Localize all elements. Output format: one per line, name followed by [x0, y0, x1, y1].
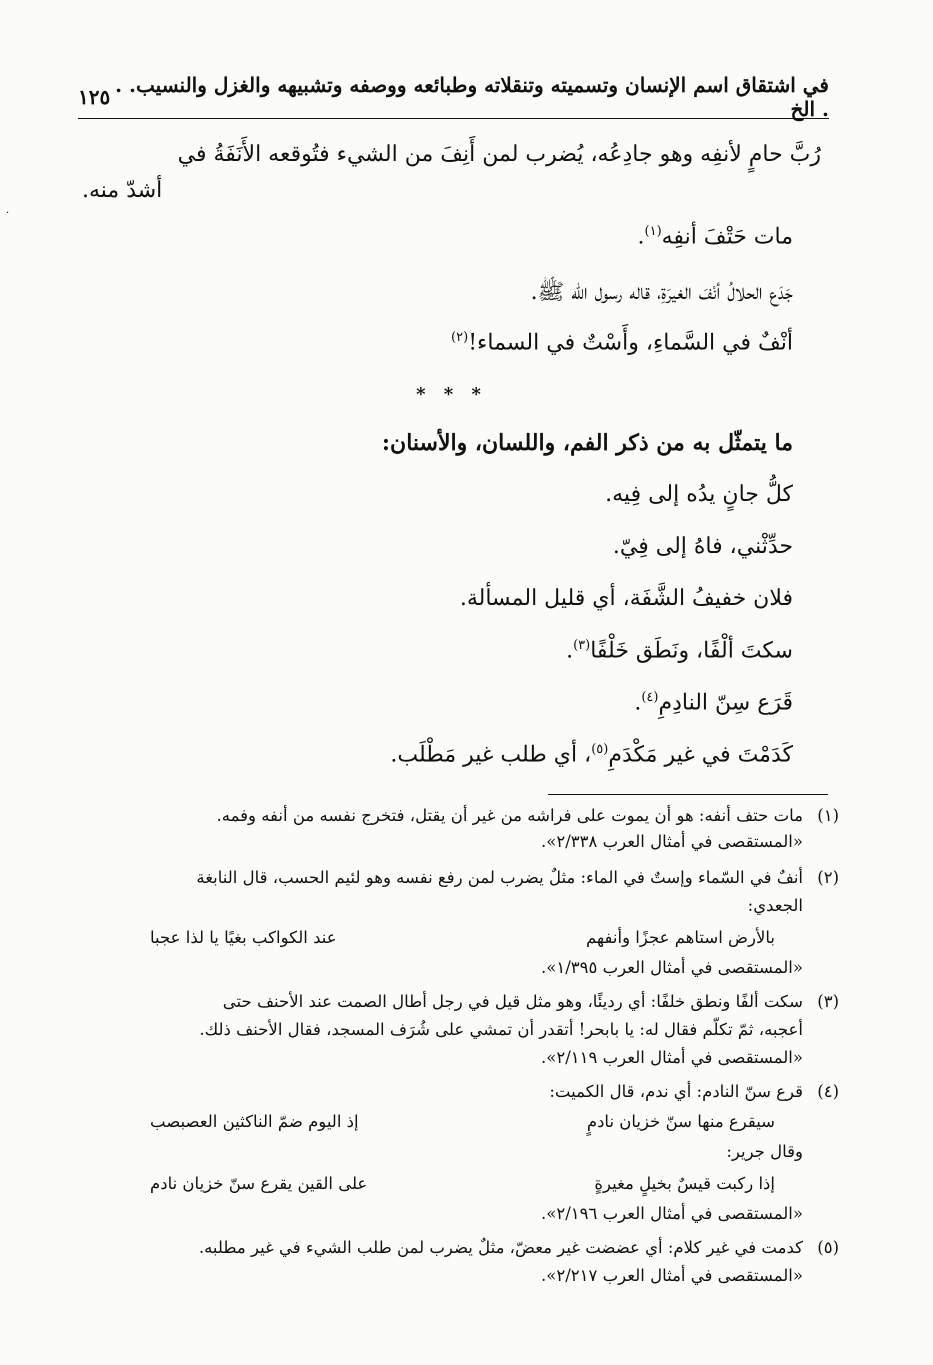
verse-second-hemistich: إذ اليوم ضمّ الناكثين العصبصب: [150, 1112, 359, 1131]
footnote-line: «المستقصى في أمثال العرب ٢/٣٣٨».: [541, 832, 803, 851]
text-line: [566, 638, 793, 663]
footnote-line: الجعدي:: [747, 896, 803, 915]
proverb-text: مات حَتْفَ أنفِه: [661, 224, 793, 250]
text-line: كلُّ جانٍ يدُه إلى فِيه.: [605, 482, 793, 507]
footnote-ref: (١): [644, 224, 662, 239]
footnote-line: أنفٌ في السّماء وإستٌ في الماء: مثلٌ يضرب لمن رفع نفسه وهو لئيم الحسب، قال النابغة: [196, 868, 803, 887]
text-line: فلان خفيفُ الشَّفَة، أي قليل المسألة.: [459, 586, 793, 611]
verse-second-hemistich: عند الكواكب بغيًا يا لذا عجبا: [150, 928, 337, 947]
running-header: [78, 73, 829, 121]
poetry-verse: [150, 928, 775, 947]
footnote-number: (٣): [817, 992, 839, 1011]
text-line: رُبَّ حامٍ لأنفِه وهو جادِعُه، يُضرب لمن أَنِفَ من الشيء فتُوقعه الأَنَفَةُ في: [177, 142, 821, 167]
scan-mark: ·: [6, 208, 10, 219]
verse-first-hemistich: بالأرض استاهم عجزًا وأنفهم: [585, 928, 775, 947]
footnote-line: وقال جرير:: [726, 1142, 803, 1161]
footnote-ref: (٣): [573, 638, 591, 653]
proverb-text: كَدَمْتَ في غير مَكْدَمِ: [608, 742, 793, 768]
footnote-line: قرع سنّ النادم: أي ندم، قال الكميت:: [549, 1082, 803, 1101]
proverb-text: قَرَع سِنّ النادِمِ: [658, 690, 793, 716]
footnote-ref: (٥): [591, 742, 609, 757]
text-line: حدِّثْني، فاهُ إلى فِيّ.: [612, 534, 793, 559]
header-title: في اشتقاق اسم الإنسان وتسميته وتنقلاته وطبائعه ووصفه وتشبيهه والغزل والنسيب. . . الخ: [115, 73, 829, 121]
text-line: [451, 330, 793, 355]
footnote-line: مات حتف أنفه: هو أن يموت على فراشه من غير أن يقتل، فتخرج نفسه من أنفه وفمه.: [216, 806, 803, 825]
proverb-text: سكتَ ألْفًا، ونَطَق خَلْفًا: [590, 638, 793, 664]
text-line: [634, 690, 793, 715]
footnote-line: أعجبه، ثمّ تكلّم فقال له: يا بابحر! أتقدر أن تمشي على شُرَف المسجد، فقال الأحنف ذلك.: [199, 1020, 803, 1039]
verse-first-hemistich: إذا ركبت قيسٌ بخيلٍ مغيرةٍ: [594, 1174, 775, 1193]
punctuation: .: [637, 224, 645, 250]
punctuation: .: [566, 638, 574, 664]
footnote-ref: (٢): [451, 330, 469, 345]
footnote-line: سكت ألفًا ونطق خلفًا: أي رديئًا، وهو مثل قيل في رجل أطال الصمت عند الأحنف حتى: [222, 992, 803, 1011]
footnote-line: «المستقصى في أمثال العرب ٢/١٩٦».: [541, 1204, 803, 1223]
footnote-number: (٤): [817, 1082, 839, 1101]
section-divider: * * *: [416, 384, 487, 405]
proverb-text: أنْفٌ في السَّماءِ، وأَسْتٌ في السماء!: [468, 330, 793, 356]
page-number: ١٢٥: [78, 85, 111, 109]
text-line: أشدّ منه.: [82, 178, 163, 203]
section-heading: ما يتمثّل به من ذكر الفم، واللسان، والأسنان:: [381, 430, 793, 456]
verse-first-hemistich: سيقرع منها سنّ خزيان نادمٍ: [586, 1112, 775, 1131]
poetry-verse: [150, 1112, 775, 1131]
footnote-number: (٢): [817, 868, 839, 887]
footnote-line: «المستقصى في أمثال العرب ١/٣٩٥».: [541, 958, 803, 977]
footnote-ref: (٤): [641, 690, 659, 705]
footnote-line: كدمت في غير كلام: أي عضضت غير معضّ، مثلٌ يضرب لمن طلب الشيء في غير مطلبه.: [198, 1238, 803, 1257]
verse-second-hemistich: على القين يقرع سنّ خزيان نادم: [150, 1174, 368, 1193]
text-line: [638, 224, 794, 249]
footnote-number: (١): [817, 806, 839, 825]
footnote-line: «المستقصى في أمثال العرب ٢/١١٩».: [541, 1048, 803, 1067]
text-line: [390, 742, 793, 767]
poetry-verse: [150, 1174, 775, 1193]
proverb-text: ، أي طلب غير مَطْلَب.: [390, 742, 592, 768]
text-line: جَدَع الحلالُ أنْفَ الغيرَةِ، قاله رسول الله ﷺ.: [530, 280, 793, 305]
footnote-number: (٥): [817, 1238, 839, 1257]
footnote-line: «المستقصى في أمثال العرب ٢/٢١٧».: [541, 1266, 803, 1285]
footnote-rule: [548, 794, 828, 795]
punctuation: .: [634, 690, 642, 716]
header-rule: [78, 118, 829, 119]
